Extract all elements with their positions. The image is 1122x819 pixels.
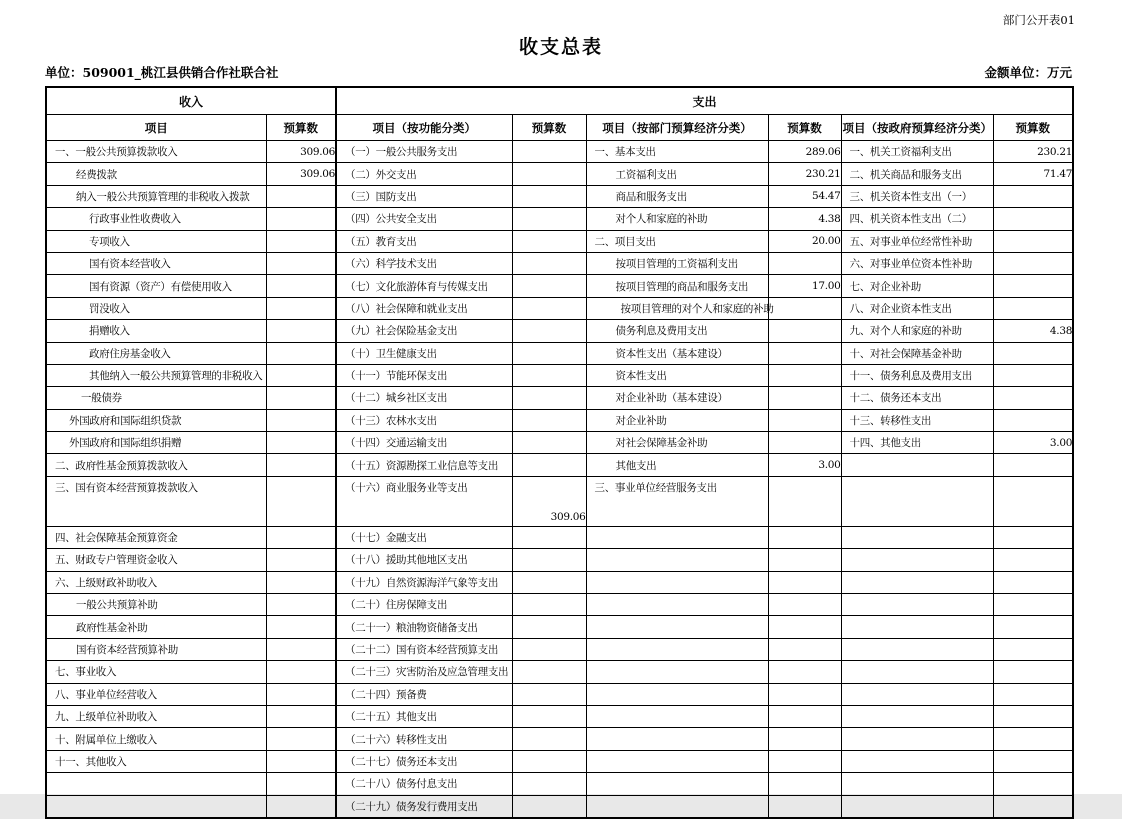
table-row xyxy=(46,364,1073,386)
cell-func-label: （二十二）国有资本经营预算支出 xyxy=(336,638,512,660)
cell-empty xyxy=(586,773,768,795)
cell-empty xyxy=(46,773,266,795)
page-title: 收支总表 xyxy=(518,36,603,58)
cell-func-label: （十七）金融支出 xyxy=(336,526,512,548)
cell-empty xyxy=(841,571,993,593)
cell-empty xyxy=(841,705,993,727)
cell-empty xyxy=(266,549,336,571)
cell-empty xyxy=(993,549,1073,571)
table-row xyxy=(46,409,1073,431)
cell-empty xyxy=(586,616,768,638)
cell-gov-value: 3.00 xyxy=(993,432,1073,454)
cell-func-label: （二十七）债务还本支出 xyxy=(336,750,512,772)
table-row xyxy=(46,616,1073,638)
cell-empty xyxy=(841,750,993,772)
cell-empty xyxy=(512,230,586,252)
cell-func-label: （二十四）预备费 xyxy=(336,683,512,705)
cell-empty xyxy=(512,661,586,683)
cell-income-label: 国有资源（资产）有偿使用收入 xyxy=(46,275,266,297)
cell-gov-value: 230.21 xyxy=(993,141,1073,163)
expense-section-header: 支出 xyxy=(336,87,1073,115)
cell-empty xyxy=(841,526,993,548)
cell-empty xyxy=(512,275,586,297)
cell-gov-label: 二、机关商品和服务支出 xyxy=(841,163,993,185)
cell-func-label: （一）一般公共服务支出 xyxy=(336,141,512,163)
cell-empty xyxy=(841,594,993,616)
cell-func-label: （二十一）粮油物资储备支出 xyxy=(336,616,512,638)
cell-empty xyxy=(266,476,336,526)
cell-dept-label: 工资福利支出 xyxy=(586,163,768,185)
cell-empty xyxy=(512,297,586,319)
cell-income-label: 政府性基金补助 xyxy=(46,616,266,638)
section-header-row xyxy=(46,87,1073,115)
cell-income-label: 纳入一般公共预算管理的非税收入拨款 xyxy=(46,185,266,207)
cell-gov-label: 四、机关资本性支出（二） xyxy=(841,208,993,230)
cell-empty xyxy=(266,773,336,795)
cell-income-label: 十一、其他收入 xyxy=(46,750,266,772)
cell-empty xyxy=(266,616,336,638)
cell-func-label: （十一）节能环保支出 xyxy=(336,364,512,386)
unit-label: 单位：509001_桃江县供销合作社联合社 xyxy=(45,65,279,80)
cell-empty xyxy=(512,773,586,795)
cell-empty xyxy=(266,409,336,431)
cell-income-label: 七、事业收入 xyxy=(46,661,266,683)
cell-func-label: （二十）住房保障支出 xyxy=(336,594,512,616)
cell-gov-value: 4.38 xyxy=(993,320,1073,342)
table-row xyxy=(46,728,1073,750)
table-row xyxy=(46,795,1073,818)
cell-empty xyxy=(993,616,1073,638)
cell-income-value: 309.06 xyxy=(266,141,336,163)
table-row xyxy=(46,750,1073,772)
column-header: 预算数 xyxy=(266,115,336,141)
cell-dept-value: 230.21 xyxy=(768,163,841,185)
cell-gov-label: 十三、转移性支出 xyxy=(841,409,993,431)
cell-func-label: （八）社会保障和就业支出 xyxy=(336,297,512,319)
cell-empty xyxy=(266,320,336,342)
cell-empty xyxy=(512,364,586,386)
cell-gov-label: 七、对企业补助 xyxy=(841,275,993,297)
table-row xyxy=(46,297,1073,319)
cell-empty xyxy=(266,275,336,297)
cell-empty xyxy=(993,638,1073,660)
cell-empty xyxy=(993,594,1073,616)
column-header: 预算数 xyxy=(768,115,841,141)
cell-func-label: （七）文化旅游体育与传媒支出 xyxy=(336,275,512,297)
amount-unit-label: 金额单位：万元 xyxy=(984,65,1072,80)
column-header: 项目（按政府预算经济分类） xyxy=(841,115,993,141)
cell-empty xyxy=(768,320,841,342)
cell-empty xyxy=(993,275,1073,297)
cell-dept-label: 三、事业单位经营服务支出 xyxy=(586,476,768,526)
table-row xyxy=(46,252,1073,274)
cell-empty xyxy=(512,795,586,818)
table-row xyxy=(46,571,1073,593)
cell-empty xyxy=(768,252,841,274)
cell-func-label: （二十八）债务付息支出 xyxy=(336,773,512,795)
table-row xyxy=(46,185,1073,207)
cell-empty xyxy=(586,638,768,660)
cell-empty xyxy=(993,705,1073,727)
cell-empty xyxy=(993,342,1073,364)
cell-gov-label: 十、对社会保障基金补助 xyxy=(841,342,993,364)
cell-func-label: （十）卫生健康支出 xyxy=(336,342,512,364)
cell-empty xyxy=(266,571,336,593)
table-row xyxy=(46,320,1073,342)
cell-income-label: 经费拨款 xyxy=(46,163,266,185)
cell-empty xyxy=(768,387,841,409)
cell-empty xyxy=(266,750,336,772)
cell-empty xyxy=(841,773,993,795)
cell-empty xyxy=(841,476,993,526)
cell-empty xyxy=(993,387,1073,409)
cell-empty xyxy=(841,683,993,705)
cell-empty xyxy=(512,342,586,364)
cell-empty xyxy=(586,683,768,705)
cell-empty xyxy=(993,571,1073,593)
table-row xyxy=(46,638,1073,660)
cell-empty xyxy=(512,387,586,409)
table-row xyxy=(46,773,1073,795)
cell-empty xyxy=(768,795,841,818)
cell-empty xyxy=(993,661,1073,683)
cell-empty xyxy=(586,750,768,772)
cell-func-value: 309.06 xyxy=(512,476,586,526)
cell-dept-label: 资本性支出（基本建设） xyxy=(586,342,768,364)
cell-income-label: 专项收入 xyxy=(46,230,266,252)
cell-func-label: （二十九）债务发行费用支出 xyxy=(336,795,512,818)
cell-empty xyxy=(993,208,1073,230)
cell-income-label: 九、上级单位补助收入 xyxy=(46,705,266,727)
cell-func-label: （三）国防支出 xyxy=(336,185,512,207)
cell-empty xyxy=(768,638,841,660)
cell-dept-label: 一、基本支出 xyxy=(586,141,768,163)
table-row xyxy=(46,549,1073,571)
cell-dept-label: 对社会保障基金补助 xyxy=(586,432,768,454)
cell-empty xyxy=(266,208,336,230)
cell-empty xyxy=(768,476,841,526)
cell-empty xyxy=(768,750,841,772)
cell-empty xyxy=(512,683,586,705)
cell-empty xyxy=(768,432,841,454)
cell-dept-value: 20.00 xyxy=(768,230,841,252)
column-header: 预算数 xyxy=(512,115,586,141)
cell-empty xyxy=(768,409,841,431)
cell-dept-label: 对企业补助 xyxy=(586,409,768,431)
table-row xyxy=(46,661,1073,683)
cell-income-label: 行政事业性收费收入 xyxy=(46,208,266,230)
cell-empty xyxy=(993,297,1073,319)
cell-empty xyxy=(768,571,841,593)
cell-empty xyxy=(266,185,336,207)
cell-empty xyxy=(586,549,768,571)
cell-empty xyxy=(512,616,586,638)
cell-gov-label: 五、对事业单位经常性补助 xyxy=(841,230,993,252)
cell-empty xyxy=(993,773,1073,795)
table-row xyxy=(46,275,1073,297)
cell-empty xyxy=(768,773,841,795)
cell-empty xyxy=(841,454,993,476)
cell-gov-label: 三、机关资本性支出（一） xyxy=(841,185,993,207)
cell-empty xyxy=(512,185,586,207)
table-row xyxy=(46,230,1073,252)
cell-empty xyxy=(46,795,266,818)
cell-func-label: （十六）商业服务业等支出 xyxy=(336,476,512,526)
cell-empty xyxy=(512,432,586,454)
cell-empty xyxy=(266,387,336,409)
cell-empty xyxy=(841,661,993,683)
form-code-label: 部门公开表01 xyxy=(1002,13,1075,27)
cell-empty xyxy=(768,342,841,364)
income-expense-table xyxy=(45,86,1074,819)
cell-income-label: 国有资本经营预算补助 xyxy=(46,638,266,660)
cell-empty xyxy=(586,526,768,548)
table-row xyxy=(46,683,1073,705)
cell-income-value: 309.06 xyxy=(266,163,336,185)
cell-empty xyxy=(993,728,1073,750)
cell-gov-label: 十二、债务还本支出 xyxy=(841,387,993,409)
cell-empty xyxy=(586,661,768,683)
cell-income-label: 六、上级财政补助收入 xyxy=(46,571,266,593)
cell-gov-label: 九、对个人和家庭的补助 xyxy=(841,320,993,342)
column-header: 项目 xyxy=(46,115,266,141)
cell-empty xyxy=(841,616,993,638)
cell-empty xyxy=(768,683,841,705)
cell-income-label: 一般债券 xyxy=(46,387,266,409)
cell-empty xyxy=(512,163,586,185)
cell-empty xyxy=(266,297,336,319)
cell-empty xyxy=(993,795,1073,818)
cell-dept-value: 4.38 xyxy=(768,208,841,230)
cell-func-label: （十四）交通运输支出 xyxy=(336,432,512,454)
cell-empty xyxy=(993,750,1073,772)
cell-empty xyxy=(266,252,336,274)
cell-func-label: （十八）援助其他地区支出 xyxy=(336,549,512,571)
cell-income-label: 政府住房基金收入 xyxy=(46,342,266,364)
cell-gov-label: 一、机关工资福利支出 xyxy=(841,141,993,163)
cell-empty xyxy=(586,594,768,616)
cell-empty xyxy=(768,728,841,750)
table-row xyxy=(46,526,1073,548)
cell-income-label: 一般公共预算补助 xyxy=(46,594,266,616)
table-row xyxy=(46,432,1073,454)
cell-income-label: 一、一般公共预算拨款收入 xyxy=(46,141,266,163)
cell-empty xyxy=(768,526,841,548)
cell-income-label: 罚没收入 xyxy=(46,297,266,319)
cell-empty xyxy=(993,230,1073,252)
cell-gov-label: 六、对事业单位资本性补助 xyxy=(841,252,993,274)
cell-empty xyxy=(768,549,841,571)
cell-empty xyxy=(266,683,336,705)
cell-dept-label: 商品和服务支出 xyxy=(586,185,768,207)
table-row xyxy=(46,705,1073,727)
cell-empty xyxy=(512,549,586,571)
cell-empty xyxy=(512,141,586,163)
cell-empty xyxy=(512,638,586,660)
cell-empty xyxy=(993,683,1073,705)
cell-income-label: 外国政府和国际组织捐赠 xyxy=(46,432,266,454)
cell-gov-label: 十四、其他支出 xyxy=(841,432,993,454)
cell-empty xyxy=(768,661,841,683)
cell-empty xyxy=(512,526,586,548)
cell-empty xyxy=(993,526,1073,548)
cell-gov-value: 71.47 xyxy=(993,163,1073,185)
cell-empty xyxy=(586,795,768,818)
cell-empty xyxy=(266,454,336,476)
cell-empty xyxy=(841,728,993,750)
cell-empty xyxy=(768,616,841,638)
meta-row xyxy=(45,63,1072,81)
cell-dept-label: 对企业补助（基本建设） xyxy=(586,387,768,409)
cell-empty xyxy=(841,549,993,571)
cell-func-label: （二十三）灾害防治及应急管理支出 xyxy=(336,661,512,683)
cell-income-label: 其他纳入一般公共预算管理的非税收入 xyxy=(46,364,266,386)
table-row xyxy=(46,476,1073,526)
cell-gov-label: 八、对企业资本性支出 xyxy=(841,297,993,319)
cell-empty xyxy=(512,320,586,342)
cell-empty xyxy=(266,432,336,454)
cell-empty xyxy=(512,571,586,593)
cell-empty xyxy=(993,454,1073,476)
cell-empty xyxy=(266,638,336,660)
cell-empty xyxy=(841,795,993,818)
cell-func-label: （四）公共安全支出 xyxy=(336,208,512,230)
cell-dept-label: 其他支出 xyxy=(586,454,768,476)
table-row xyxy=(46,387,1073,409)
column-header-row xyxy=(46,115,1073,141)
cell-income-label: 三、国有资本经营预算拨款收入 xyxy=(46,476,266,526)
cell-empty xyxy=(512,454,586,476)
cell-empty xyxy=(266,705,336,727)
cell-dept-label: 按项目管理的商品和服务支出 xyxy=(586,275,768,297)
cell-empty xyxy=(266,526,336,548)
cell-func-label: （十五）资源勘探工业信息等支出 xyxy=(336,454,512,476)
column-header: 项目（按部门预算经济分类） xyxy=(586,115,768,141)
cell-empty xyxy=(266,364,336,386)
cell-empty xyxy=(266,594,336,616)
cell-income-label: 五、财政专户管理资金收入 xyxy=(46,549,266,571)
cell-empty xyxy=(512,252,586,274)
cell-func-label: （十九）自然资源海洋气象等支出 xyxy=(336,571,512,593)
cell-income-label: 捐赠收入 xyxy=(46,320,266,342)
cell-empty xyxy=(993,476,1073,526)
cell-income-label: 十、附属单位上缴收入 xyxy=(46,728,266,750)
income-section-header: 收入 xyxy=(46,87,336,115)
cell-income-label: 四、社会保障基金预算资金 xyxy=(46,526,266,548)
cell-empty xyxy=(266,795,336,818)
cell-dept-value: 17.00 xyxy=(768,275,841,297)
cell-func-label: （二十六）转移性支出 xyxy=(336,728,512,750)
cell-empty xyxy=(993,364,1073,386)
cell-dept-label: 二、项目支出 xyxy=(586,230,768,252)
cell-func-label: （五）教育支出 xyxy=(336,230,512,252)
cell-empty xyxy=(586,571,768,593)
cell-empty xyxy=(512,750,586,772)
cell-dept-label: 按项目管理的对个人和家庭的补助 xyxy=(586,297,768,319)
cell-func-label: （二）外交支出 xyxy=(336,163,512,185)
column-header: 项目（按功能分类） xyxy=(336,115,512,141)
table-row xyxy=(46,163,1073,185)
cell-income-label: 国有资本经营收入 xyxy=(46,252,266,274)
cell-func-label: （十三）农林水支出 xyxy=(336,409,512,431)
cell-income-label: 八、事业单位经营收入 xyxy=(46,683,266,705)
cell-empty xyxy=(993,252,1073,274)
cell-func-label: （九）社会保险基金支出 xyxy=(336,320,512,342)
table-row xyxy=(46,342,1073,364)
cell-dept-value: 3.00 xyxy=(768,454,841,476)
cell-empty xyxy=(512,208,586,230)
cell-empty xyxy=(512,594,586,616)
cell-income-label: 外国政府和国际组织贷款 xyxy=(46,409,266,431)
cell-dept-value: 54.47 xyxy=(768,185,841,207)
cell-empty xyxy=(266,728,336,750)
cell-empty xyxy=(768,364,841,386)
column-header: 预算数 xyxy=(993,115,1073,141)
cell-dept-label: 资本性支出 xyxy=(586,364,768,386)
cell-func-label: （六）科学技术支出 xyxy=(336,252,512,274)
cell-empty xyxy=(993,185,1073,207)
cell-dept-label: 对个人和家庭的补助 xyxy=(586,208,768,230)
cell-empty xyxy=(768,594,841,616)
cell-empty xyxy=(768,705,841,727)
cell-dept-label: 债务利息及费用支出 xyxy=(586,320,768,342)
table-row xyxy=(46,594,1073,616)
cell-empty xyxy=(768,297,841,319)
cell-income-label: 二、政府性基金预算拨款收入 xyxy=(46,454,266,476)
cell-dept-label: 按项目管理的工资福利支出 xyxy=(586,252,768,274)
table-row xyxy=(46,454,1073,476)
table-row xyxy=(46,141,1073,163)
cell-empty xyxy=(512,728,586,750)
cell-empty xyxy=(586,705,768,727)
cell-empty xyxy=(266,230,336,252)
cell-empty xyxy=(266,661,336,683)
cell-empty xyxy=(993,409,1073,431)
cell-gov-label: 十一、债务利息及费用支出 xyxy=(841,364,993,386)
cell-empty xyxy=(841,638,993,660)
cell-empty xyxy=(586,728,768,750)
cell-empty xyxy=(512,409,586,431)
cell-empty xyxy=(512,705,586,727)
cell-func-label: （二十五）其他支出 xyxy=(336,705,512,727)
table-row xyxy=(46,208,1073,230)
cell-dept-value: 289.06 xyxy=(768,141,841,163)
cell-func-label: （十二）城乡社区支出 xyxy=(336,387,512,409)
cell-empty xyxy=(266,342,336,364)
